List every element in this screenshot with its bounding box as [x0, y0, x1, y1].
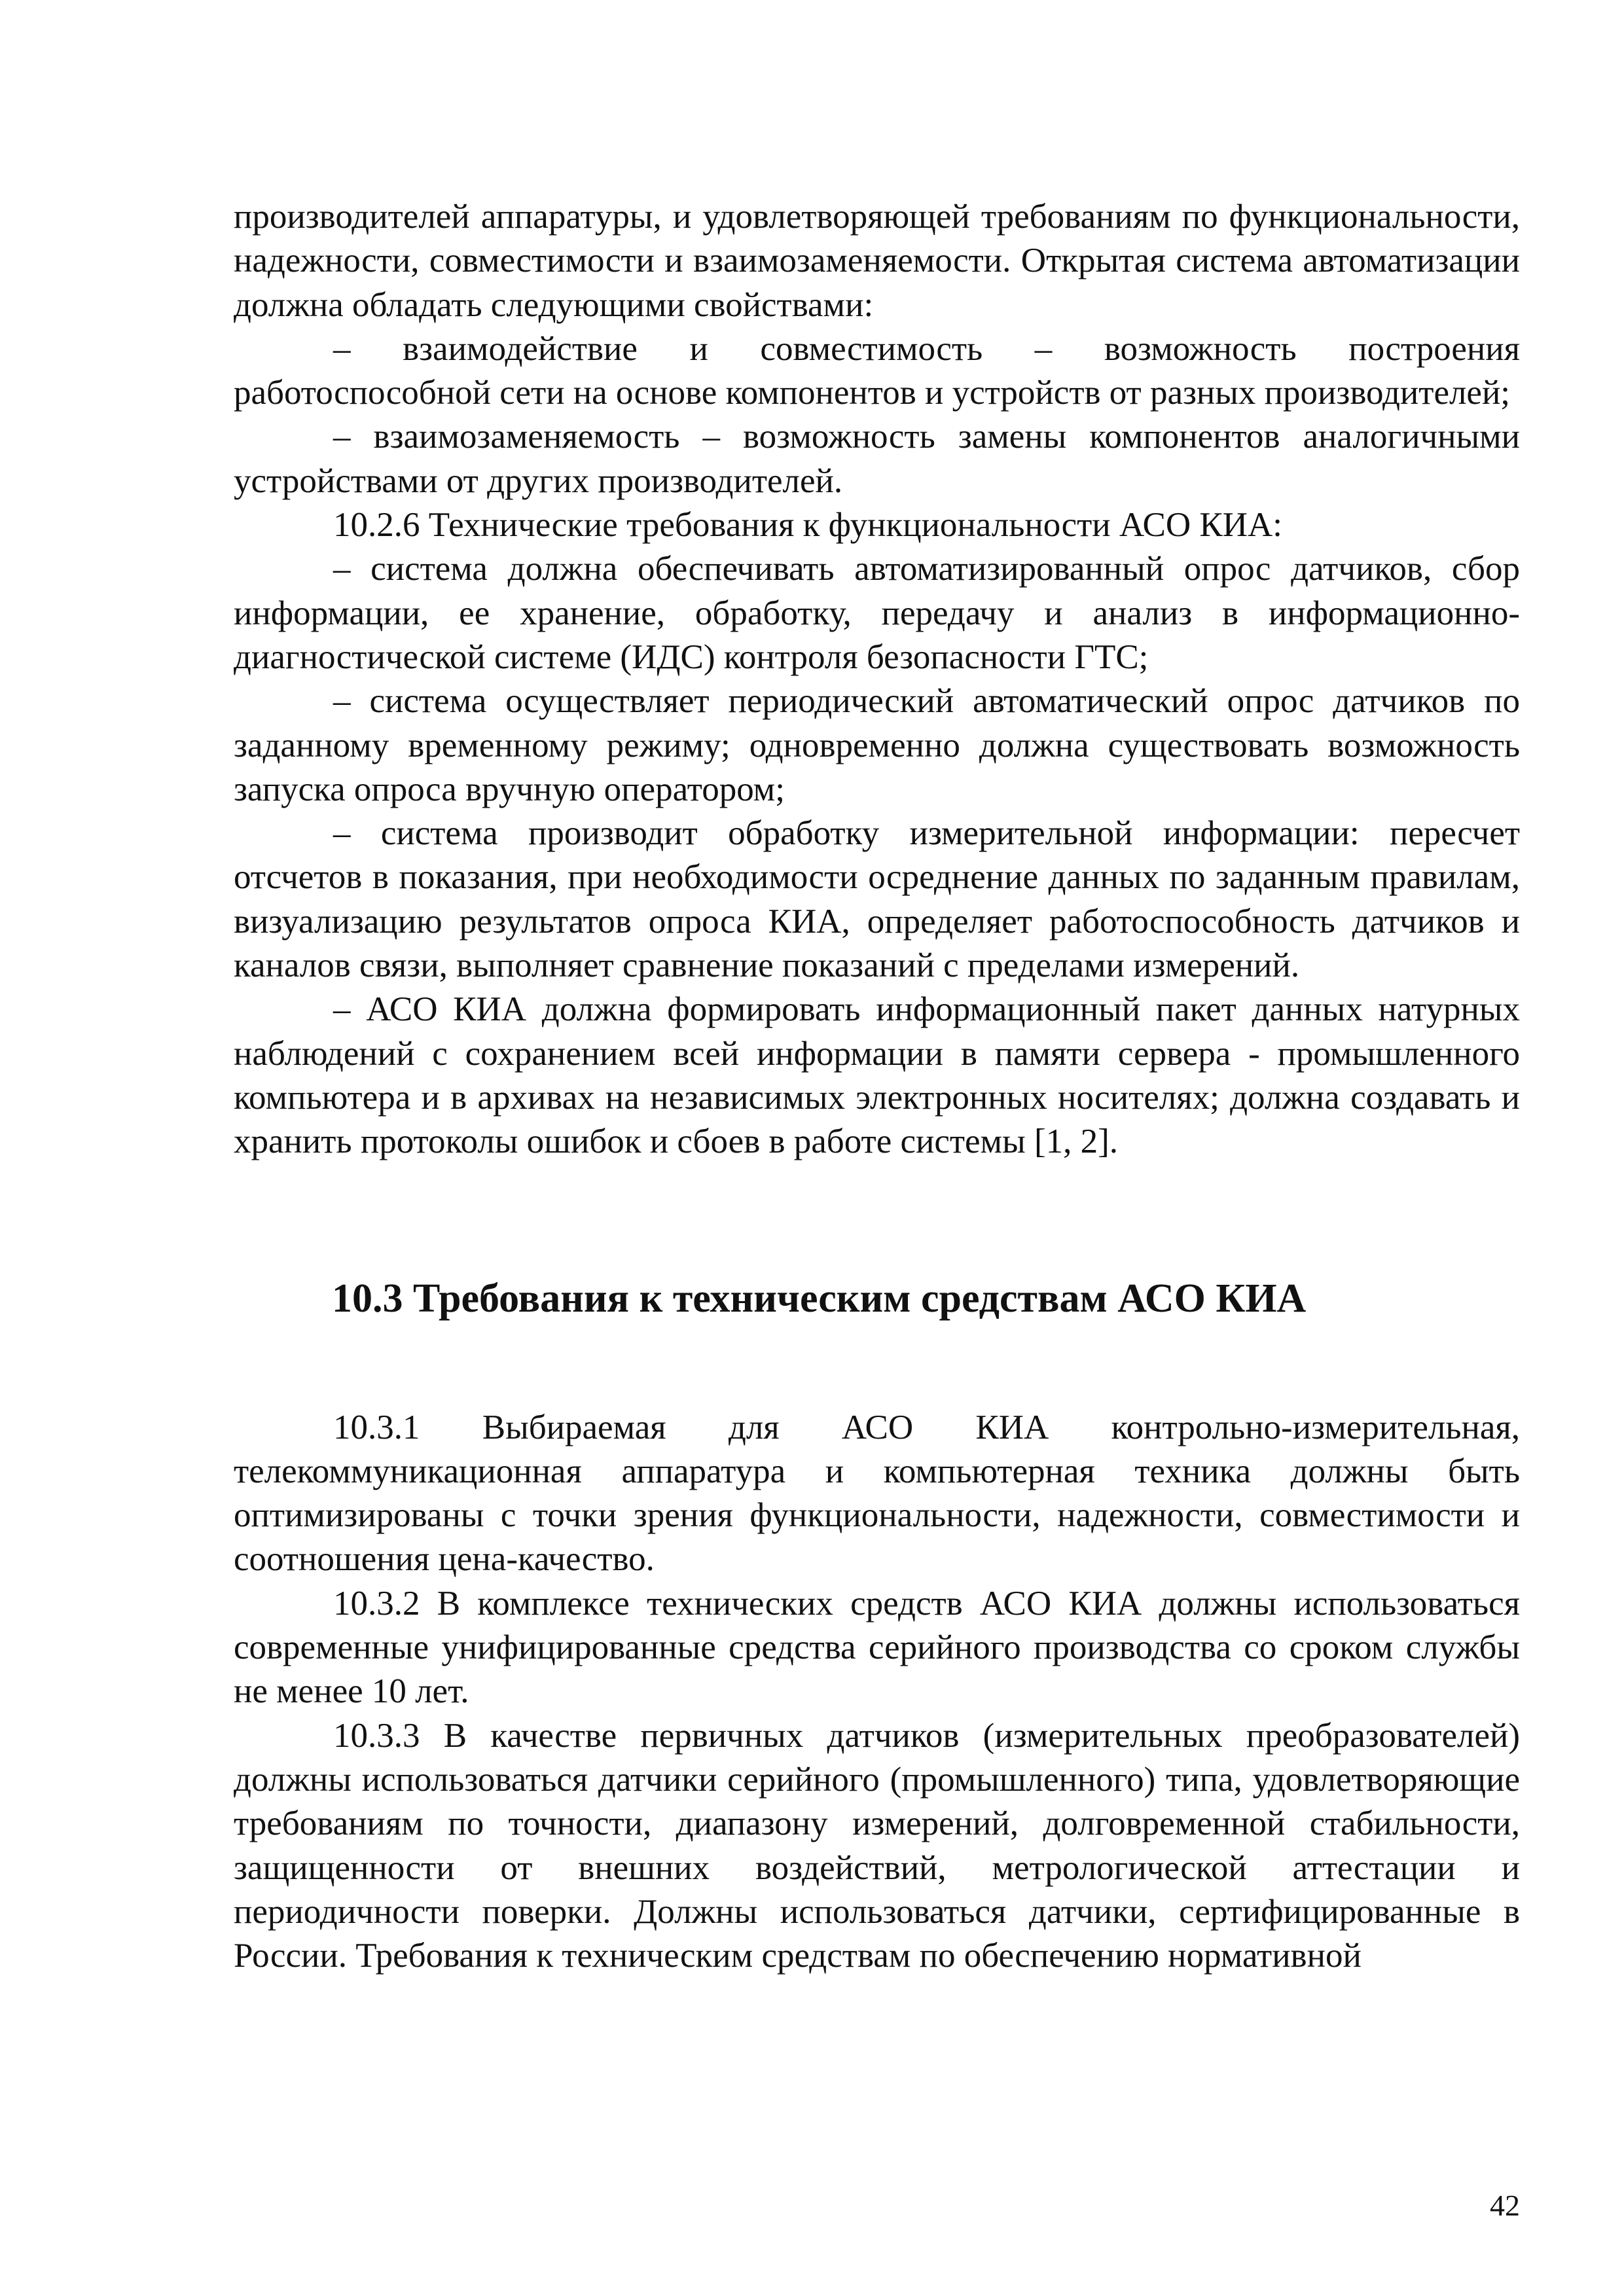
page-number: 42 [1490, 2189, 1520, 2222]
paragraph-10-3-3: 10.3.3 В качестве первичных датчиков (измерительных преобразователей) должны использоваться датчики серийного (промышленного) типа, удовлетворяющие требованиям по точности, диапазону измерений, долговременной стабильности, защищенности от внешних воздействий, метрологической аттестации и периодичности поверки. Должны использоваться датчики, сертифицированные в России. Требования к техническим средствам по обеспечению нормативной [234, 1716, 1520, 1975]
list-item-data-package: – АСО КИА должна формировать информационный пакет данных натурных наблюдений с сохранением всей информации в памяти сервера - промышленного компьютера и в архивах на независимых электронных носителях; должна создавать и хранить протоколы ошибок и сбоев в работе системы [1, 2]. [234, 990, 1520, 1161]
paragraph-10-2-6: 10.2.6 Технические требования к функциональности АСО КИА: [333, 506, 1283, 545]
list-item-interchangeability: – взаимозаменяемость – возможность замены компонентов аналогичными устройствами от других производителей. [234, 418, 1520, 500]
paragraph-10-3-2: 10.3.2 В комплексе технических средств АСО КИА должны использоваться современные унифицированные средства серийного производства со сроком службы не менее 10 лет. [234, 1584, 1520, 1711]
list-item-polling: – система должна обеспечивать автоматизированный опрос датчиков, сбор информации, ее хранение, обработку, передачу и анализ в информационно-диагностической системе (ИДС) контроля безопасности ГТС; [234, 550, 1520, 676]
list-item-periodic-polling: – система осуществляет периодический автоматический опрос датчиков по заданному временному режиму; одновременно должна существовать возможность запуска опроса вручную оператором; [234, 682, 1520, 808]
spacer [234, 1164, 1520, 1277]
paragraph-10-3-1: 10.3.1 Выбираемая для АСО КИА контрольно-измерительная, телекоммуникационная аппаратура и компьютерная техника должны быть оптимизированы с точки зрения функциональности, надежности, совместимости и соотношения цена-качество. [234, 1408, 1520, 1579]
list-item-processing: – система производит обработку измерительной информации: пересчет отсчетов в показания, при необходимости осреднение данных по заданным правилам, визуализацию результатов опроса КИА, определяет работоспособность датчиков и каналов связи, выполняет сравнение показаний с пределами измерений. [234, 814, 1520, 985]
section-heading: 10.3 Требования к техническим средствам АСО КИА [332, 1276, 1307, 1321]
spacer [234, 1321, 1520, 1406]
body-text [234, 195, 1520, 1978]
paragraph: производителей аппаратуры, и удовлетворяющей требованиям по функциональности, надежности, совместимости и взаимозаменяемости. Открытая система автоматизации должна обладать следующими свойствами: [234, 198, 1520, 324]
list-item-interoperability: – взаимодействие и совместимость – возможность построения работоспособной сети на основе компонентов и устройств от разных производителей; [234, 329, 1520, 412]
